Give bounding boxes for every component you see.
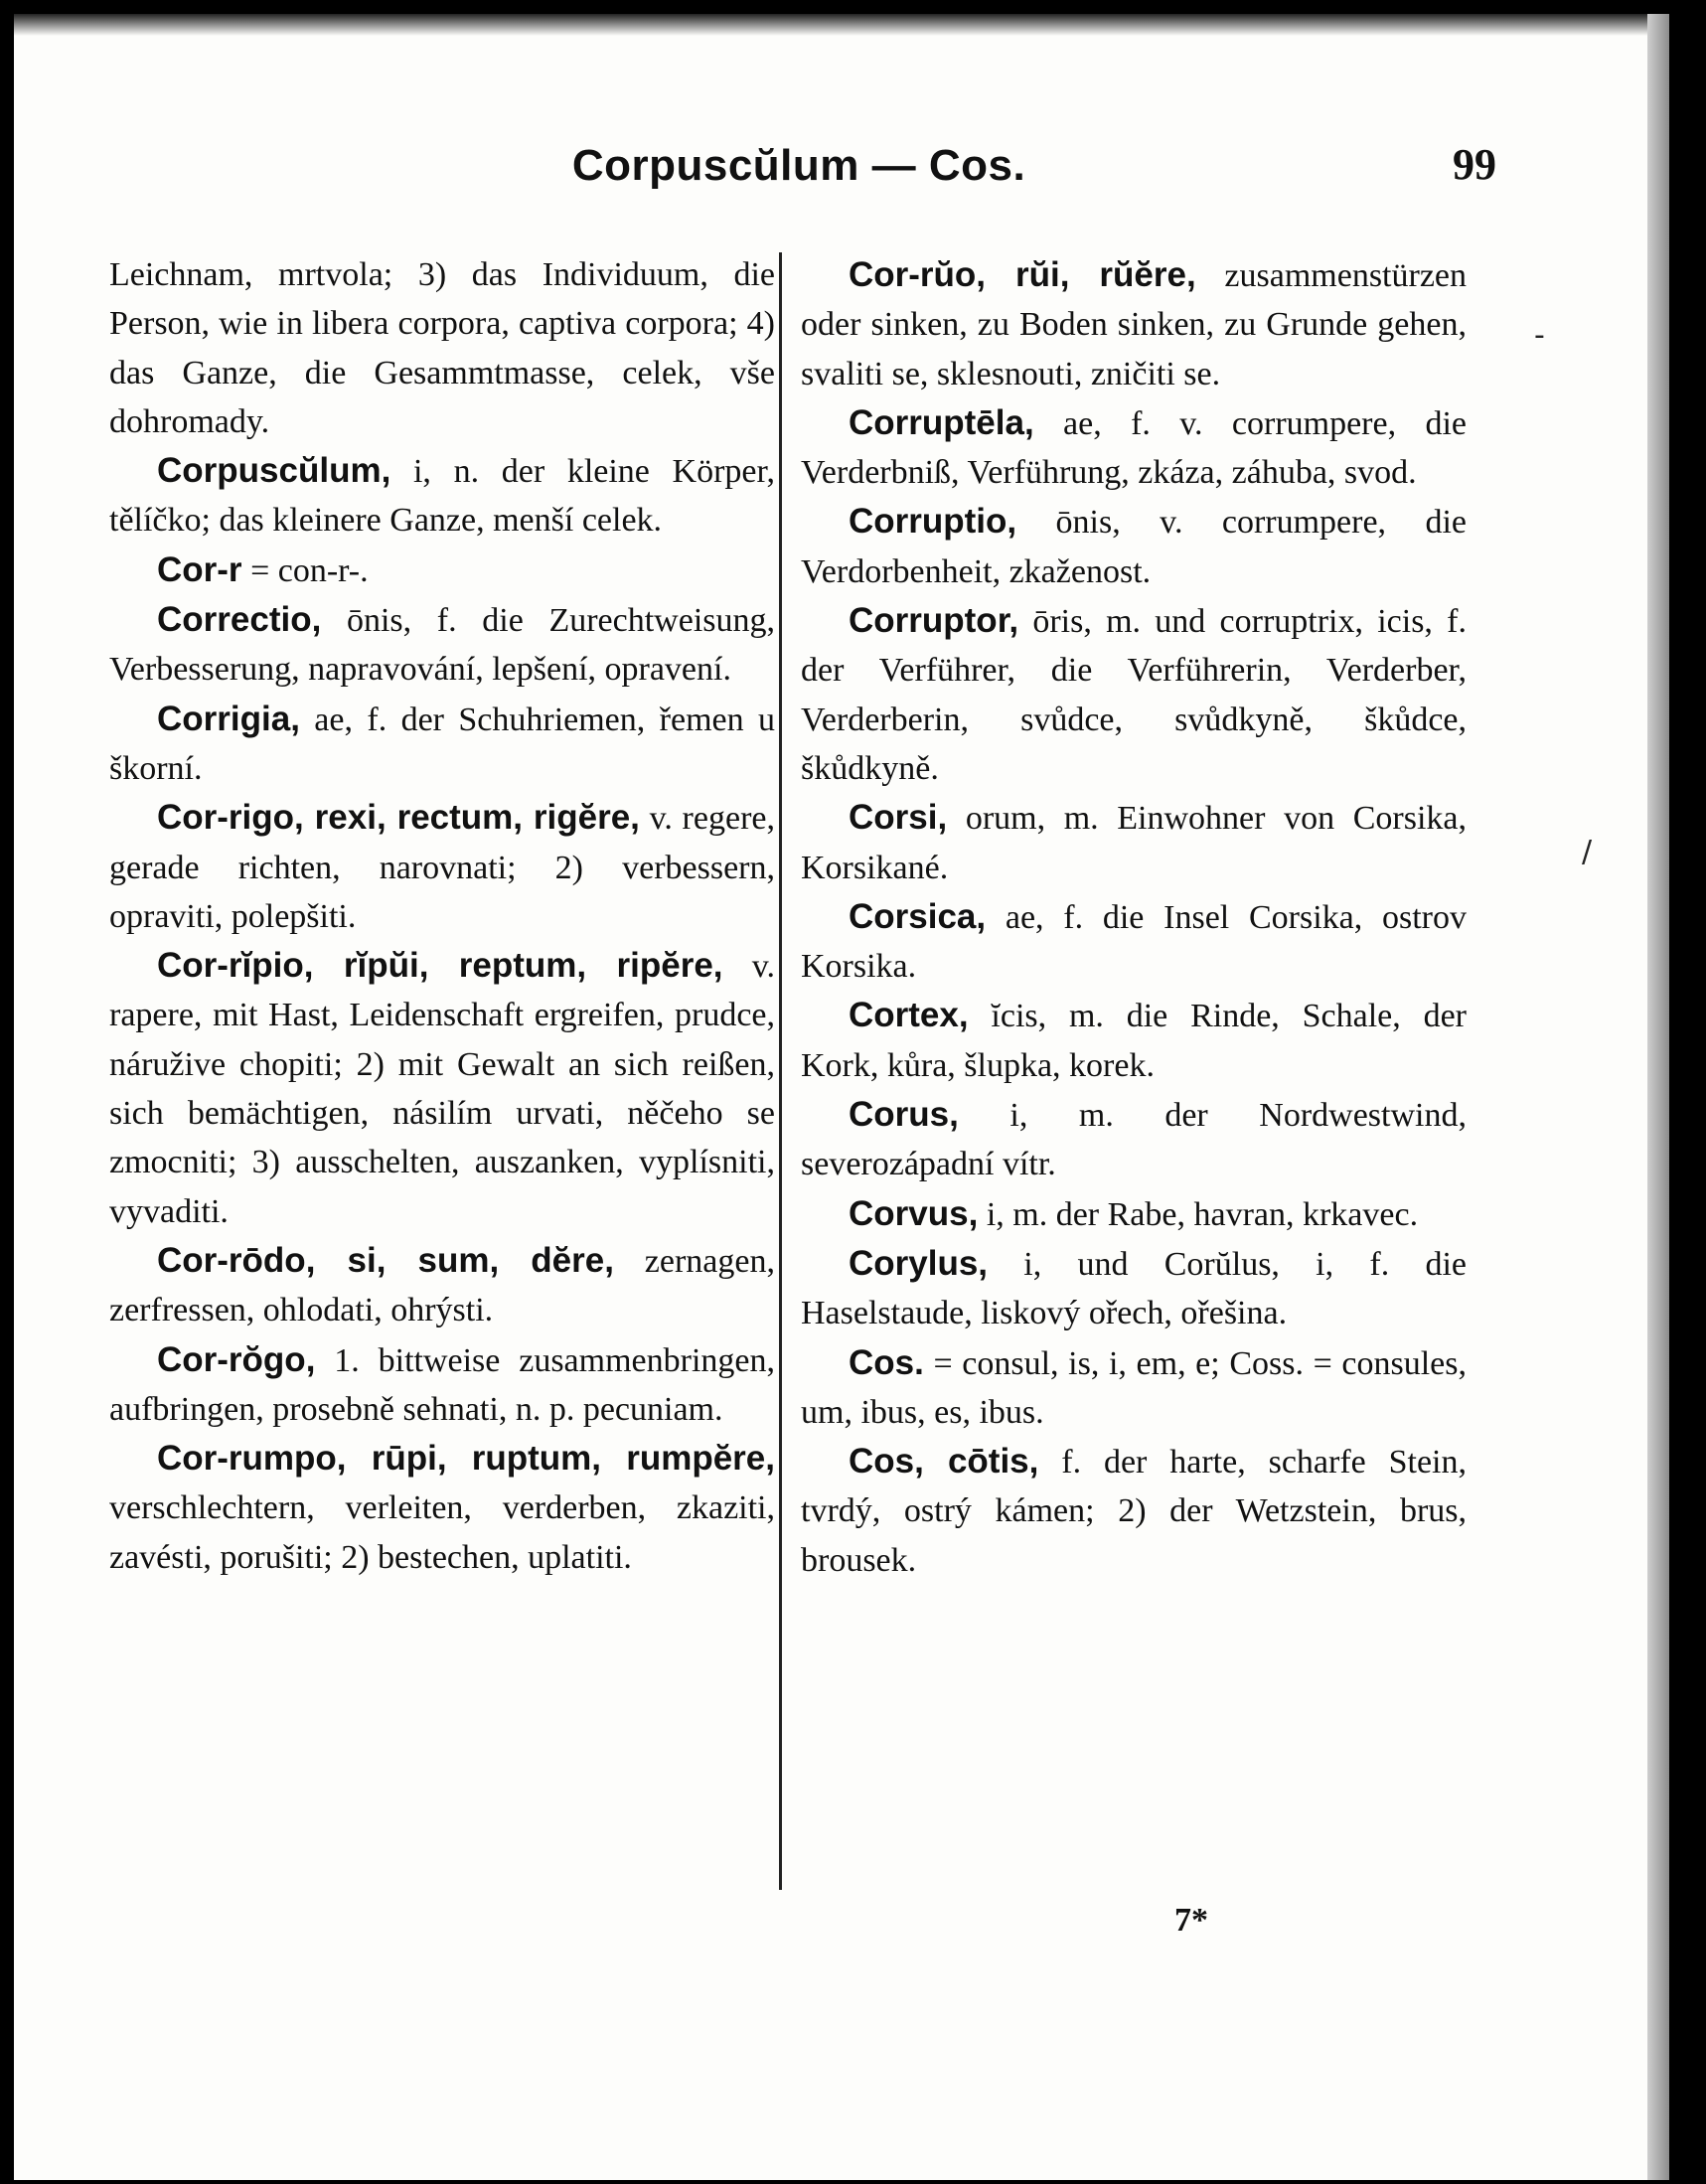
scan-speck: - <box>1534 318 1545 353</box>
entry-headword: Cor-rumpo, rūpi, ruptum, rumpĕre, <box>157 1439 775 1479</box>
entry-definition: verschlechtern, verleiten, verderben, zkaziti, zavésti, porušiti; 2) bestechen, uplatiti. <box>109 1489 775 1576</box>
page-header <box>113 140 1496 211</box>
entry-headword: Corsica, <box>849 896 987 936</box>
entry-headword: Corsi, <box>849 798 948 838</box>
dictionary-entry <box>801 991 1467 1090</box>
entry-headword: Corrigia, <box>157 699 300 738</box>
dictionary-entry <box>801 1338 1467 1438</box>
entry-definition: ōnis, f. die Zurechtweisung, Verbesserung, napravování, lepšení, opravení. <box>109 602 775 689</box>
entry-definition: zernagen, zerfressen, ohlodati, ohrýsti. <box>109 1242 775 1329</box>
entry-headword: Correctio, <box>157 600 322 640</box>
entry-headword: Cor-rŭo, rŭi, rŭĕre, <box>849 255 1196 294</box>
entry-definition: ae, f. die Insel Corsika, ostrov Korsika. <box>801 898 1467 986</box>
dictionary-entry <box>801 793 1467 892</box>
dictionary-entry <box>109 1236 775 1335</box>
right-column <box>801 250 1467 1585</box>
entry-headword: Corruptēla, <box>849 402 1034 442</box>
entry-headword: Corus, <box>849 1095 959 1135</box>
dictionary-entry <box>801 1090 1467 1189</box>
entry-definition: i, m. der Nordwestwind, severozápadní vítr. <box>801 1097 1467 1183</box>
entry-definition: i, m. der Rabe, havran, krkavec. <box>978 1195 1419 1233</box>
entry-headword: Corylus, <box>849 1243 989 1283</box>
entry-definition: ōris, m. und corruptrix, icis, f. der Verführer, die Verführerin, Verderber, Verderberin, svůdce, svůdkyně, škůdce, škůdkyně. <box>801 603 1467 787</box>
dictionary-entry <box>109 793 775 941</box>
dictionary-entry <box>109 446 775 546</box>
entry-headword: Cos. <box>849 1342 924 1382</box>
page-number: 99 <box>1453 140 1496 189</box>
entry-headword: Corruptio, <box>849 502 1017 542</box>
entry-headword: Cos, cōtis, <box>849 1442 1039 1482</box>
dictionary-entry <box>801 1239 1467 1338</box>
dictionary-entry <box>801 1189 1467 1239</box>
entry-headword: Corruptor, <box>849 601 1019 641</box>
entry-definition: ĭcis, m. die Rinde, Schale, der Kork, kůra, šlupka, korek. <box>801 998 1467 1084</box>
dictionary-entry <box>109 546 775 595</box>
entry-headword: Cor-rĭpio, rĭpŭi, reptum, ripĕre, <box>157 946 723 986</box>
entry-definition: i, und Corŭlus, i, f. die Haselstaude, liskový ořech, ořešina. <box>801 1245 1467 1332</box>
scan-shadow-top <box>14 14 1669 36</box>
entry-headword: Cor-r <box>157 549 242 589</box>
entry-headword: Cor-rŏgo, <box>157 1339 316 1379</box>
dictionary-entry <box>109 1434 775 1582</box>
dictionary-entry <box>109 941 775 1236</box>
entry-headword: Cor-rōdo, si, sum, dĕre, <box>157 1240 614 1280</box>
entry-definition: orum, m. Einwohner von Corsika, Korsikané. <box>801 800 1467 886</box>
running-head: Corpuscŭlum — Cos. <box>571 141 1026 190</box>
dictionary-entry <box>801 596 1467 793</box>
entry-definition: f. der harte, scharfe Stein, tvrdý, ostrý kámen; 2) der Wetzstein, brus, brousek. <box>801 1444 1468 1579</box>
entry-definition: i, n. der kleine Körper, tělíčko; das kleinere Ganze, menší celek. <box>109 453 775 540</box>
entry-headword: Cortex, <box>849 996 969 1035</box>
entry-headword: Cor-rigo, rexi, rectum, rigĕre, <box>157 798 640 838</box>
signature-mark: 7* <box>1174 1902 1208 1939</box>
entry-definition: v. regere, gerade richten, narovnati; 2) verbessern, opraviti, polepšiti. <box>109 800 775 935</box>
entry-definition: Leichnam, mrtvola; 3) das Individuum, die Person, wie in libera corpora, captiva corpora; 4) das Ganze, die Gesammtmasse, celek, vše dohromady. <box>109 256 775 440</box>
entry-definition: ōnis, v. corrumpere, die Verdorbenheit, zkaženost. <box>801 504 1467 590</box>
entry-headword: Corpuscŭlum, <box>157 451 391 491</box>
entry-definition: = consul, is, i, em, e; Coss. = consules, um, ibus, es, ibus. <box>801 1344 1467 1431</box>
dictionary-entry <box>801 892 1467 992</box>
entry-definition: = con-r-. <box>241 551 369 589</box>
book-page <box>14 14 1669 2180</box>
dictionary-entry <box>801 497 1467 596</box>
dictionary-entry <box>801 1437 1467 1585</box>
dictionary-entry <box>109 250 775 446</box>
column-divider <box>779 252 782 1890</box>
entry-definition: ae, f. der Schuhriemen, řemen u škorní. <box>109 701 775 787</box>
entry-definition: zusammenstürzen oder sinken, zu Boden sinken, zu Grunde gehen, svaliti se, sklesnouti, zničiti se. <box>801 257 1467 392</box>
dictionary-entry <box>801 250 1467 398</box>
dictionary-entry <box>109 695 775 794</box>
entry-definition: v. rapere, mit Hast, Leidenschaft ergreifen, prudce, náružive chopiti; 2) mit Gewalt an sich reißen, sich bemächtigen, násilím urvati, něčeho se zmocniti; 3) ausschelten, auszanken, vyplísniti, vyvaditi. <box>109 948 775 1230</box>
dictionary-entry <box>109 1335 775 1435</box>
left-column <box>109 250 775 1582</box>
scan-speck: / <box>1582 835 1593 869</box>
entry-definition: 1. bittweise zusammenbringen, aufbringen, prosebně sehnati, n. p. pecuniam. <box>109 1341 775 1428</box>
entry-definition: ae, f. v. corrumpere, die Verderbniß, Verführung, zkáza, záhuba, svod. <box>801 404 1467 492</box>
dictionary-entry <box>801 398 1467 498</box>
entry-headword: Corvus, <box>849 1193 979 1233</box>
dictionary-entry <box>109 595 775 695</box>
scan-page-edge <box>1647 14 1669 2180</box>
